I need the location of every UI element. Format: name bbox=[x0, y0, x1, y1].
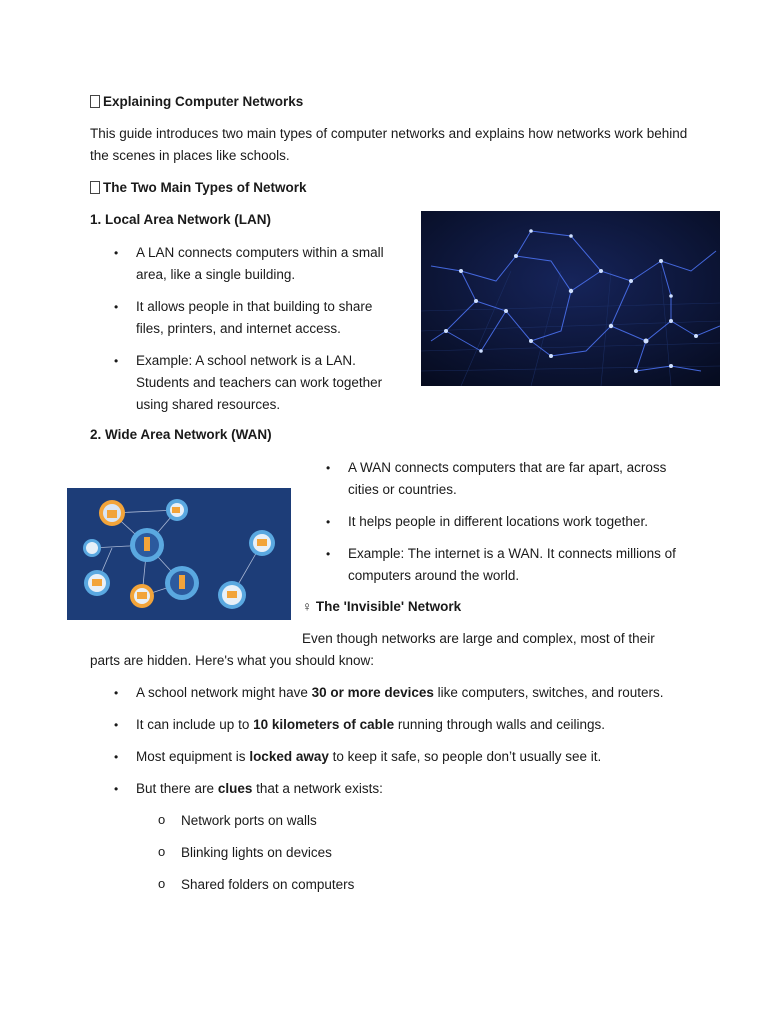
wan-network-graphic bbox=[67, 488, 291, 620]
list-item: • A WAN connects computers that are far apart, across cities or countries. bbox=[348, 457, 688, 501]
sub-bullet-icon: o bbox=[158, 812, 166, 827]
bullet-icon: • bbox=[326, 547, 331, 561]
bullet-icon: • bbox=[114, 246, 119, 260]
invisible-intro-line1: Even though networks are large and complex, most of their bbox=[302, 631, 655, 646]
list-item: • But there are clues that a network exists: bbox=[136, 778, 696, 800]
bullet-icon: • bbox=[114, 782, 119, 796]
wan-network-image bbox=[67, 488, 291, 620]
missing-glyph-icon bbox=[90, 181, 100, 194]
list-item: • Most equipment is locked away to keep it safe, so people don’t usually see it. bbox=[136, 746, 696, 768]
list-item: • Example: The internet is a WAN. It connects millions of computers around the world. bbox=[348, 543, 688, 587]
list-item: • A LAN connects computers within a small area, like a single building. bbox=[136, 242, 401, 286]
bullet-icon: • bbox=[114, 750, 119, 764]
sub-bullet-icon: o bbox=[158, 876, 166, 891]
intro-paragraph: This guide introduces two main types of computer networks and explains how networks work behind the scenes in places like schools. bbox=[90, 126, 688, 163]
page-title: Explaining Computer Networks bbox=[90, 91, 303, 113]
wan-heading: 2. Wide Area Network (WAN) bbox=[90, 427, 272, 442]
sub-bullet-icon: o bbox=[158, 844, 166, 859]
list-item: • A school network might have 30 or more devices like computers, switches, and routers. bbox=[136, 682, 696, 704]
list-item: • Example: A school network is a LAN. Students and teachers can work together using shared resources. bbox=[136, 350, 401, 416]
list-item: • It can include up to 10 kilometers of cable running through walls and ceilings. bbox=[136, 714, 696, 736]
invisible-heading: ♀ The 'Invisible' Network bbox=[302, 599, 462, 614]
lan-network-graphic bbox=[421, 211, 720, 386]
bullet-icon: • bbox=[114, 300, 119, 314]
bullet-icon: • bbox=[326, 515, 331, 529]
sub-list-item: o Network ports on walls bbox=[181, 810, 317, 832]
lan-network-image bbox=[421, 211, 720, 386]
invisible-intro-line2: parts are hidden. Here's what you should know: bbox=[90, 653, 374, 668]
bullet-icon: • bbox=[114, 718, 119, 732]
missing-glyph-icon bbox=[90, 95, 100, 108]
list-item: • It allows people in that building to share files, printers, and internet access. bbox=[136, 296, 401, 340]
bullet-icon: • bbox=[114, 354, 119, 368]
list-item: • It helps people in different locations work together. bbox=[348, 511, 688, 533]
sub-list-item: o Shared folders on computers bbox=[181, 874, 354, 896]
bullet-icon: • bbox=[114, 686, 119, 700]
section-heading-types: The Two Main Types of Network bbox=[90, 177, 307, 199]
sub-list-item: o Blinking lights on devices bbox=[181, 842, 332, 864]
lan-heading: 1. Local Area Network (LAN) bbox=[90, 212, 272, 227]
bullet-icon: • bbox=[326, 461, 331, 475]
